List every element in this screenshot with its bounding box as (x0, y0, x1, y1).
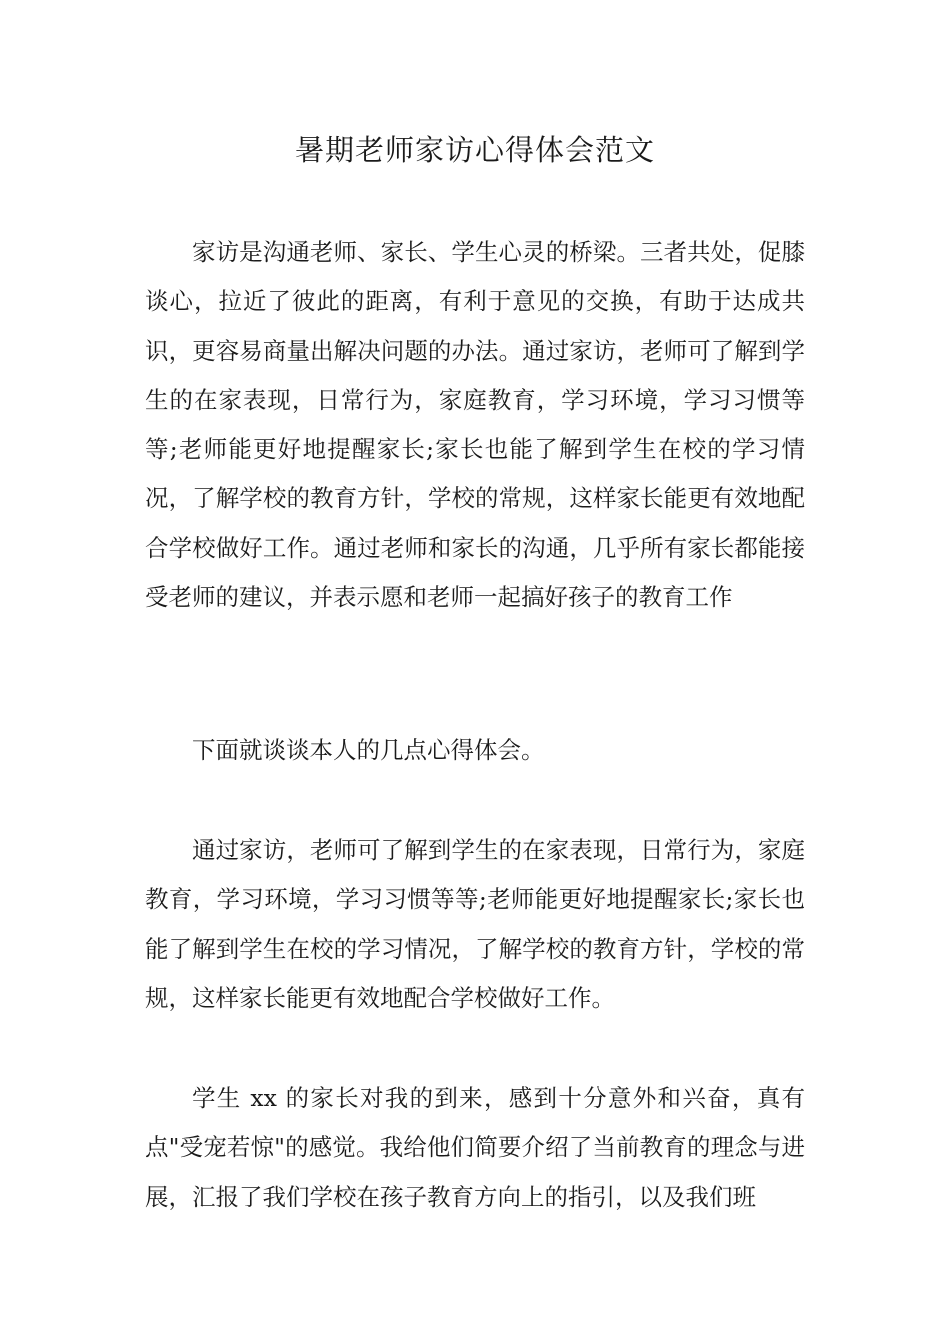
paragraph-student-parents: 学生 xx 的家长对我的到来，感到十分意外和兴奋，真有点"受宠若惊"的感觉。我给他们简要介绍了当前教育的理念与进展，汇报了我们学校在孩子教育方向上的指引，以及我们班 (145, 1084, 805, 1211)
paragraph-visit-benefits: 通过家访，老师可了解到学生的在家表现，日常行为，家庭教育，学习环境，学习习惯等等;老师能更好地提醒家长;家长也能了解到学生在校的学习情况，了解学校的教育方针，学校的常规，这样家长能更有效地配合学校做好工作。 (145, 836, 805, 1012)
document-title: 暑期老师家访心得体会范文 (294, 133, 655, 167)
paragraph-home-visit-intro: 家访是沟通老师、家长、学生心灵的桥梁。三者共处，促膝谈心，拉近了彼此的距离，有利于意见的交换，有助于达成共识，更容易商量出解决问题的办法。通过家访，老师可了解到学生的在家表现，日常行为，家庭教育，学习环境，学习习惯等等;老师能更好地提醒家长;家长也能了解到学生在校的学习情况，了解学校的教育方针，学校的常规，这样家长能更有效地配合学校做好工作。通过老师和家长的沟通，几乎所有家长都能接受老师的建议，并表示愿和老师一起搞好孩子的教育工作 (145, 238, 805, 612)
paragraph-transition: 下面就谈谈本人的几点心得体会。 (192, 736, 545, 764)
